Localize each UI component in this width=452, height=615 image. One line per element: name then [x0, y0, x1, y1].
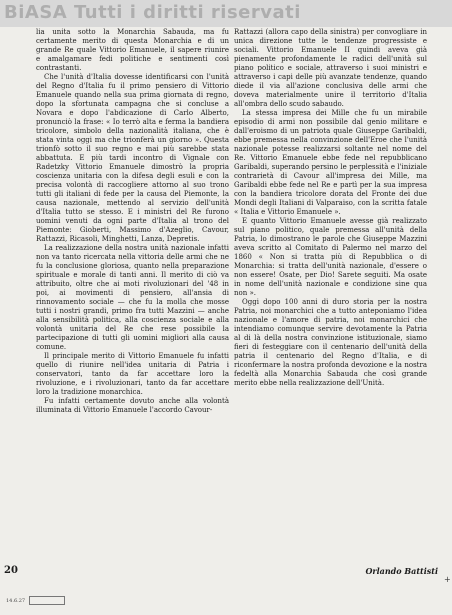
page-number: 20	[4, 565, 18, 576]
watermark-band	[0, 0, 452, 27]
stamp-box	[29, 596, 65, 605]
fold-mark-icon: +	[444, 575, 451, 584]
right-column	[234, 28, 427, 576]
author-signature: Orlando Battisti	[365, 566, 438, 576]
paragraph: La stessa impresa dei Mille che fu un mirabile episodio di armi non possibile dal genio militare e dall'eroismo di un patriota quale Giuseppe Garibaldi, ebbe premessa nella convinzione dell'Eroe che l'unità nazionale potesse realizzarsi soltante nel nome del Re. Vittorio Emanuele ebbe fede nel repubblicano Garibaldi, superando persino le perplessità e l'iniziale contrarietà di Cavour all'impresa dei Mille, ma Garibaldi ebbe fede nel Re e partì per la sua impresa con la bandiera tricolore dorata del Fronte dei due Mondi degli Italiani di Valparaiso, con la scritta fatale « Italia e Vittorio Emanuele ».	[234, 109, 427, 216]
paragraph: Che l'unità d'Italia dovesse identificarsi con l'unità del Regno d'Italia fu il primo pensiero di Vittorio Emanuele quando nella sua prima giornata di regno, dopo la sfortunata campagna che si concluse a Novara e dopo l'abdicazione di Carlo Alberto, pronunciò la frase: « Io terrò alta e ferma la bandiera tricolore, simbolo della nazionalità italiana, che è stata vinta oggi ma che trionferà un giorno ». Questa trionfò sotto il suo regno e mai più sarebbe stata abbattuta. E più tardi incontro di Vignale con Radetzky Vittorio Emanuele dimostrò la propria coscienza unitaria con la difesa degli esuli e con la precisa volontà di raccogliere attorno al suo trono tutti gli italiani di fede per la causa del Piemonte, la causa nazionale, mettendo al servizio dell'unità d'Italia tutto se stesso. E i ministri del Re furono uomini venuti da ogni parte d'Italia al trono del Piemonte: Gioberti, Massimo d'Azeglio, Cavour, Rattazzi, Ricasoli, Minghetti, Lanza, Depretis.	[36, 73, 229, 243]
paragraph: lia unita sotto la Monarchia Sabauda, ma fu certamente merito di questa Monarchia e di un grande Re quale Vittorio Emanuele, il sapere riunire e amalgamare fedi politiche e sentimenti così contrastanti.	[36, 28, 229, 72]
stamp-label: 14.6.27	[6, 598, 26, 604]
paragraph: E quanto Vittorio Emanuele avesse già realizzato sul piano politico, quale premessa all'unità della Patria, lo dimostrano le parole che Giuseppe Mazzini aveva scritto al Comitato di Palermo nel marzo del 1860 « Non si tratta più di Repubblica o di Monarchia: si tratta dell'unità nazionale, d'essere o non essere! Osate, per Dio! Sarete seguiti. Ma osate in nome dell'unità nazionale e condizione sine qua non ».	[234, 217, 427, 297]
paragraph: Oggi dopo 100 anni di duro storia per la nostra Patria, noi monarchici che a tutto anteponiamo l'idea nazionale e l'amore di patria, noi monarchici che intendiamo comunque servire devotamente la Patria al di là della nostra convinzione istituzionale, siamo fieri di festeggiare con il centenario dell'unità della patria il centenario del Regno d'Italia, e di riconfermare la nostra profonda devozione e la nostra fedeltà alla Monarchia Sabauda che così grande merito ebbe nella realizzazione dell'Unità.	[234, 298, 427, 387]
left-column	[36, 28, 229, 528]
paragraph: Rattazzi (allora capo della sinistra) per convogliare in unica direzione tutte le tendenze progressiste e sociali. Vittorio Emanuele II quindi aveva già pienamente profondamente le radici dell'unità sul piano politico e sociale, attraverso i suoi ministri e attraverso i capi delle più avanzate tendenze, quando diede il via all'azione conclusiva delle armi che doveva materialmente unire il territorio d'Italia all'ombra dello scudo sabaudo.	[234, 28, 427, 108]
archive-stamp	[6, 596, 65, 605]
paragraph: Il principale merito di Vittorio Emanuele fu infatti quello di riunire nell'idea unitaria di Patria i conservatori, tanto da far accettare loro la rivoluzione, e i rivoluzionari, tanto da far accettare loro la tradizione monarchica.	[36, 352, 229, 396]
paragraph: La realizzazione della nostra unità nazionale infatti non va tanto ricercata nella vittoria delle armi che ne fu la conclusione gloriosa, quanto nella preparazione spirituale e morale di tanti anni. Il merito di ciò va attribuito, oltre che ai moti rivoluzionari del '48 in poi, ai movimenti di pensiero, all'ansia di rinnovamento sociale — che fu la molla che mosse tutti i nostri grandi, primo fra tutti Mazzini — anche alla sensibilità politica, alla coscienza sociale e alla volontà unitaria del Re che rese possibile la partecipazione di tutti gli uomini migliori alla causa comune.	[36, 244, 229, 351]
watermark: BiASA Tutti i diritti riservati	[4, 2, 301, 23]
paragraph: Fu infatti certamente dovuto anche alla volontà illuminata di Vittorio Emanuele l'accordo Cavour-	[36, 397, 229, 414]
